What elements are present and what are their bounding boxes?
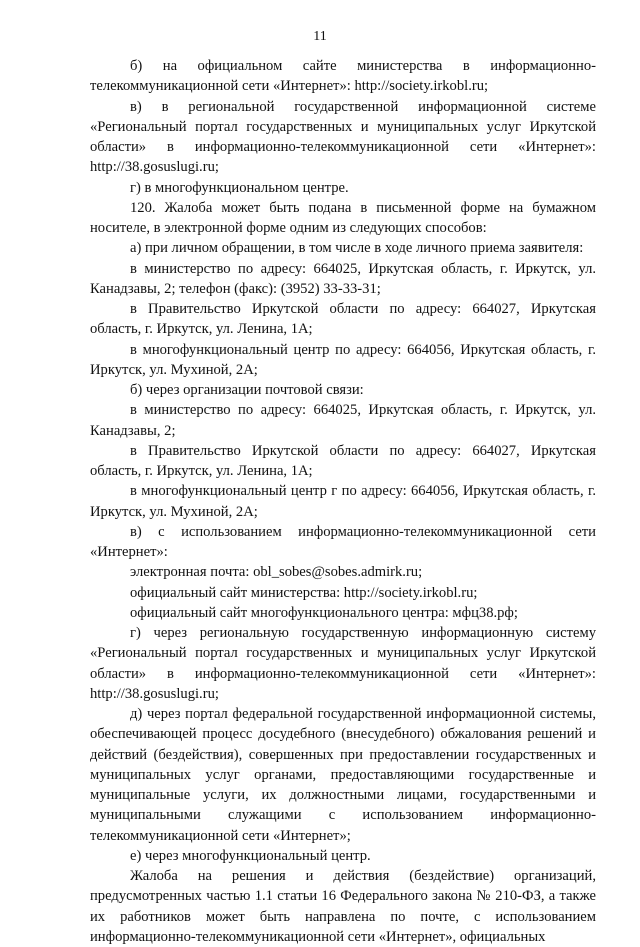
paragraph-government-address: в Правительство Иркутской области по адресу: 664027, Иркутская область, г. Иркутск, ул. Ленина, 1А; (90, 301, 596, 338)
paragraph-120: 120. Жалоба может быть подана в письменной форме на бумажном носителе, в электронной форме одним из следующих способов: (90, 199, 596, 236)
paragraph-complaint-organizations: Жалоба на решения и действия (бездействие) организаций, предусмотренных частью 1.1 статьи 16 Федерального закона № 210-ФЗ, а также их работников может быть направлена по почте, с использованием информационно-телекоммуникационной сети «Интернет», официальных (90, 868, 596, 945)
paragraph-mfc-address: в многофункциональный центр по адресу: 664056, Иркутская область, г. Иркутск, ул. Мухиной, 2А; (90, 341, 596, 378)
paragraph-b-official-site: б) на официальном сайте министерства в информационно-телекоммуникационной сети «Интернет»: http://society.irkobl.ru; (90, 58, 596, 95)
paragraph-g-regional-system: г) через региональную государственную информационную систему «Региональный портал государственных и муниципальных услуг Иркутской области» в информационно-телекоммуникационной сети «Интернет»: http://38.gosuslugi.ru; (90, 625, 596, 702)
paragraph-b-postal: б) через организации почтовой связи: (130, 382, 364, 398)
paragraph-email: электронная почта: obl_sobes@sobes.admirk.ru; (130, 564, 423, 581)
paragraph-ministry-address: в министерство по адресу: 664025, Иркутская область, г. Иркутск, ул. Канадзавы, 2; телефон (факс): (3952) 33-33-31; (90, 260, 596, 297)
paragraph-mfc-site: официальный сайт многофункционального центра: мфц38.рф; (130, 604, 518, 621)
paragraph-a-personal: а) при личном обращении, в том числе в ходе личного приема заявителя: (130, 240, 584, 257)
page-number: 11 (313, 29, 327, 44)
paragraph-postal-mfc: в многофункциональный центр г по адресу: 664056, Иркутская область, г. Иркутск, ул. Мухиной, 2А; (90, 483, 596, 520)
paragraph-v-regional-portal: в) в региональной государственной информационной системе «Региональный портал государственных и муниципальных услуг Иркутской области» в информационно-телекоммуникационной сети «Интернет»: http://38.gosuslugi.ru; (90, 98, 596, 176)
paragraph-ministry-site: официальный сайт министерства: http://society.irkobl.ru; (130, 584, 478, 601)
paragraph-postal-ministry: в министерство по адресу: 664025, Иркутская область, г. Иркутск, ул. Канадзавы, 2; (90, 402, 596, 439)
paragraph-d-federal-portal: д) через портал федеральной государственной информационной системы, обеспечивающей процесс досудебного (внесудебного) обжалования решений и действий (бездействия), совершенных при предоставлении государственных и муниципальных услуг органами, предоставляющими государственные и муниципальные услуги, их должностными лицами, государственными и муниципальными служащими с использованием информационно-телекоммуникационной сети «Интернет»; (90, 706, 596, 844)
paragraph-v-internet: в) с использованием информационно-телекоммуникационной сети «Интернет»: (90, 523, 596, 560)
paragraph-g-mfc: г) в многофункциональном центре. (130, 179, 349, 196)
paragraph-postal-government: в Правительство Иркутской области по адресу: 664027, Иркутская область, г. Иркутск, ул. Ленина, 1А; (90, 442, 596, 479)
document-body (90, 56, 596, 947)
paragraph-e-mfc: е) через многофункциональный центр. (130, 847, 371, 864)
